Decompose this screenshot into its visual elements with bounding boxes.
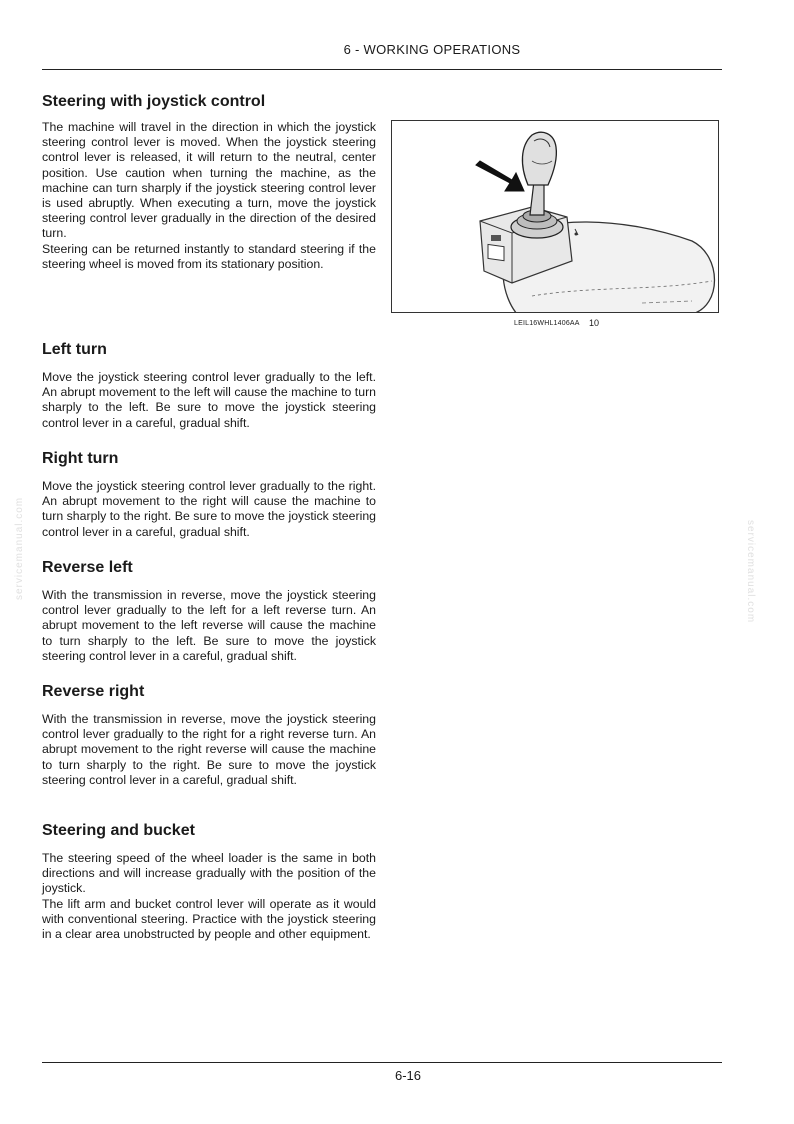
section-right-turn [42,449,376,540]
section-heading: Reverse right [42,683,145,700]
section-paragraph: Move the joystick steering control lever gradually to the left. An abrupt movement to the left will cause the machine to turn sharply to the left. Be sure to move the joystick steering control lever in a careful, gradual shift. [42,370,376,430]
section-steering-bucket [42,821,376,942]
section-paragraph: The steering speed of the wheel loader is the same in both directions and will increase gradually with the position of the joystick. [42,851,376,896]
section-heading: Steering with joystick control [42,93,266,110]
section-paragraph: Steering can be returned instantly to standard steering if the steering wheel is moved from its stationary position. [42,241,376,271]
section-heading: Left turn [42,341,107,358]
section-paragraph: With the transmission in reverse, move the joystick steering control lever gradually to the left for a left reverse turn. An abrupt movement to the left reverse will cause the machine to turn sharply to the left. Be sure to move the joystick steering control lever in a careful, gradual shift. [42,588,376,663]
figure-code: LEIL16WHL1406AA [514,320,580,327]
section-paragraph: The lift arm and bucket control lever will operate as it would with conventional steering. Practice with the joystick steering in a clear area unobstructed by people and other equipment. [42,896,376,942]
section-left-turn [42,340,376,431]
section-paragraph: With the transmission in reverse, move the joystick steering control lever gradually to the right for a right reverse turn. An abrupt movement to the right reverse will cause the machine to turn sharply to the right. Be sure to move the joystick steering control lever in a careful, gradual shift. [42,712,376,787]
page-number: 6-16 [394,1068,422,1083]
footer-divider [42,1062,722,1063]
section-steering-joystick [42,92,376,272]
figure-number: 10 [589,318,600,328]
section-paragraph: The machine will travel in the direction in which the joystick steering control lever is moved. When the joystick steering control lever is released, it will return to the neutral, center position. Use caution when turning the machine, as the machine can turn sharply if the joystick steering control lever is used abruptly. When executing a turn, move the joystick steering control lever gradually in the direction of the desired turn. [42,120,376,241]
watermark: servicemanual.com [745,520,756,624]
page-header-title: 6 - WORKING OPERATIONS [343,42,521,57]
section-reverse-left [42,558,376,664]
section-heading: Reverse left [42,559,133,576]
joystick-illustration [392,121,719,313]
header-divider [42,69,722,70]
section-paragraph: Move the joystick steering control lever gradually to the right. An abrupt movement to the right will cause the machine to turn sharply to the right. Be sure to move the joystick steering control lever in a careful, gradual shift. [42,479,376,539]
watermark: servicemanual.com [14,496,25,600]
section-heading: Right turn [42,450,119,467]
section-heading: Steering and bucket [42,822,195,839]
section-reverse-right [42,682,376,788]
joystick-figure [391,120,719,313]
